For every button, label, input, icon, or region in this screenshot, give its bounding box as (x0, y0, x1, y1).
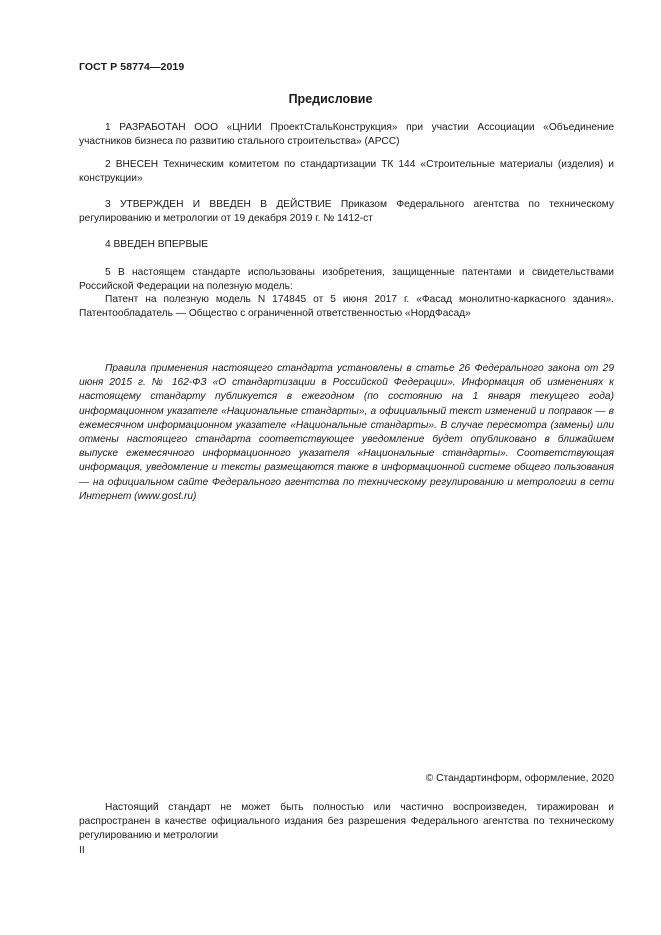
reproduction-restriction: Настоящий стандарт не может быть полностью или частично воспроизведен, тиражирован и распространен в качестве официального издания без разрешения Федерального агентства по техническому регулированию и метрологии (79, 802, 614, 841)
foreword-item-5-patent: Патент на полезную модель N 174845 от 5 июня 2017 г. «Фасад монолитно-каркасного здания». Патентообладатель — Общество с ограниченной ответственностью «НордФасад» (79, 294, 614, 319)
page-title: Предисловие (288, 92, 373, 106)
standard-number: ГОСТ Р 58774—2019 (79, 61, 185, 73)
foreword-item-3: 3 УТВЕРЖДЕН И ВВЕДЕН В ДЕЙСТВИЕ Приказом Федерального агентства по техническому регулированию и метрологии от 19 декабря 2019 г. № 1412-ст (79, 199, 614, 224)
foreword-item-1: 1 РАЗРАБОТАН ООО «ЦНИИ ПроектСтальКонструкция» при участии Ассоциации «Объединение участников бизнеса по развитию стального строительства» (АРСС) (79, 122, 614, 147)
foreword-item-4: 4 ВВЕДЕН ВПЕРВЫЕ (105, 239, 209, 250)
foreword-item-2: 2 ВНЕСЕН Техническим комитетом по стандартизации ТК 144 «Строительные материалы (изделия) и конструкции» (79, 159, 614, 184)
copyright-notice: © Стандартинформ, оформление, 2020 (425, 773, 614, 784)
page-number: II (79, 845, 85, 856)
foreword-item-5: 5 В настоящем стандарте использованы изобретения, защищенные патентами и свидетельствами Российской Федерации на полезную модель: (79, 267, 614, 292)
standard-usage-notice: Правила применения настоящего стандарта установлены в статье 26 Федерального закона от 29 июня 2015 г. № 162-ФЗ «О стандартизации в Российской Федерации». Информация об изменениях к настоящему стандарту публикуется в ежегодном (по состоянию на 1 января текущего года) информационном указателе «Национальные стандарты», а официальный текст изменений и поправок — в ежемесячном информационном указателе «Национальные стандарты». В случае пересмотра (замены) или отмены настоящего стандарта соответствующее уведомление будет опубликовано в ближайшем выпуске ежемесячного информационного указателя «Национальные стандарты». Соответствующая информация, уведомление и тексты размещаются также в информационной системе общего пользования — на официальном сайте Федерального агентства по техническому регулированию и метрологии в сети Интернет (www.gost.ru) (79, 363, 614, 502)
